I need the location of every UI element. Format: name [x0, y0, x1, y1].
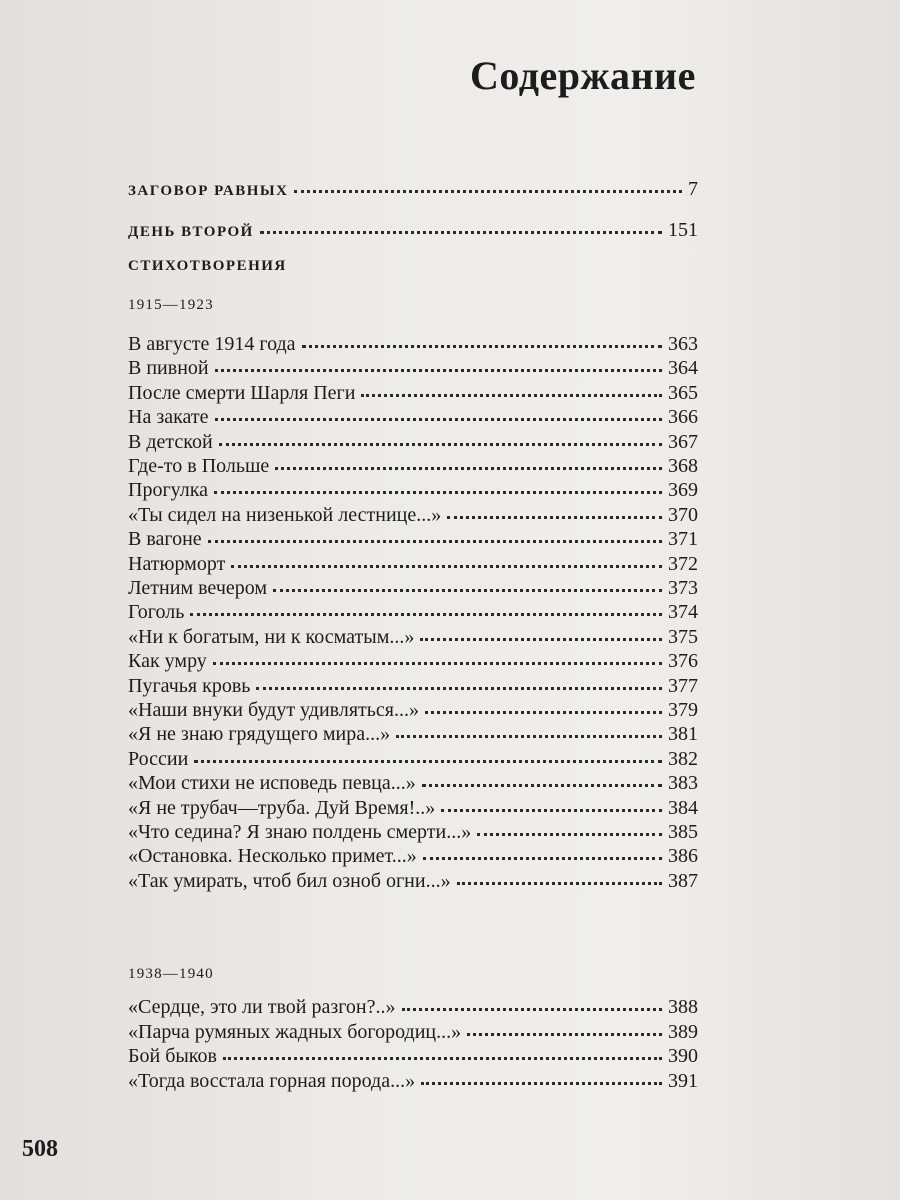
- entry-title: «Сердце, это ли твой разгон?..»: [128, 996, 396, 1018]
- entry-title: «Что седина? Я знаю полдень смерти...»: [128, 821, 472, 843]
- dot-leader: [302, 331, 662, 348]
- toc-entry: [128, 650, 698, 674]
- dot-leader: [420, 624, 662, 641]
- entry-page: 371: [668, 528, 698, 551]
- entry-title: В детской: [128, 430, 213, 453]
- toc-entry: [128, 1045, 698, 1069]
- entry-title: «Наши внуки будут удивляться...»: [128, 699, 419, 721]
- entry-title: «Ты сидел на низенькой лестнице...»: [128, 503, 442, 526]
- entry-page: 377: [668, 674, 698, 697]
- page-title: Содержание: [470, 53, 696, 98]
- entry-page: 376: [668, 650, 698, 673]
- dot-leader: [256, 673, 662, 690]
- toc-entry: [128, 675, 698, 699]
- dot-leader: [477, 819, 662, 836]
- entry-page: 390: [668, 1045, 698, 1067]
- dot-leader: [457, 868, 662, 885]
- dot-leader: [422, 770, 662, 787]
- dot-leader: [260, 217, 662, 234]
- dot-leader: [194, 746, 662, 763]
- dot-leader: [467, 1019, 662, 1036]
- entry-title: России: [128, 747, 189, 770]
- entry-title: «Мои стихи не исповедь певца...»: [128, 772, 416, 795]
- entry-page: 382: [668, 747, 698, 770]
- toc-entry: [128, 772, 698, 796]
- toc-entry: [128, 431, 698, 455]
- toc-entry: [128, 626, 698, 650]
- dot-leader: [190, 599, 662, 616]
- entry-page: 7: [688, 178, 698, 200]
- entry-page: 369: [668, 479, 698, 502]
- entry-title: «Ни к богатым, ни к косматым...»: [128, 625, 415, 648]
- entry-page: 374: [668, 601, 698, 624]
- entry-title: Как умру: [128, 650, 207, 673]
- dot-leader: [231, 551, 662, 568]
- entry-page: 389: [668, 1020, 698, 1043]
- dot-leader: [423, 843, 662, 860]
- entry-title: Прогулка: [128, 479, 209, 502]
- toc-entry: [128, 553, 698, 577]
- entry-title: Гоголь: [128, 601, 185, 624]
- entry-title: В пивной: [128, 357, 209, 380]
- entry-title: После смерти Шарля Пеги: [128, 381, 356, 404]
- dot-leader: [214, 477, 662, 494]
- dot-leader: [421, 1068, 662, 1085]
- toc-entry: [128, 996, 698, 1020]
- toc-entry: [128, 406, 698, 430]
- entry-page: 375: [668, 625, 698, 648]
- toc-entry: [128, 797, 698, 821]
- dot-leader: [402, 994, 662, 1011]
- entry-title: На закате: [128, 406, 209, 429]
- entry-page: 368: [668, 455, 698, 477]
- toc-entry: [128, 699, 698, 723]
- poems-heading: СТИХОТВОРЕНИЯ: [128, 258, 287, 274]
- dot-leader: [219, 429, 662, 446]
- entry-title: В августе 1914 года: [128, 333, 296, 355]
- toc-entry: [128, 723, 698, 747]
- toc-entry: [128, 748, 698, 772]
- entry-page: 373: [668, 577, 698, 599]
- entry-page: 366: [668, 406, 698, 429]
- dot-leader: [215, 404, 663, 421]
- dot-leader: [275, 453, 662, 470]
- entry-title: «Так умирать, чтоб бил озноб огни...»: [128, 869, 451, 892]
- entry-title: Бой быков: [128, 1045, 217, 1067]
- entry-title: «Парча румяных жадных богородиц...»: [128, 1020, 462, 1043]
- entry-page: 386: [668, 845, 698, 868]
- entry-page: 384: [668, 796, 698, 819]
- dot-leader: [441, 795, 662, 812]
- toc-entry: [128, 479, 698, 503]
- entry-page: 391: [668, 1069, 698, 1092]
- toc-section-entry: [128, 219, 698, 243]
- toc-entry: [128, 455, 698, 479]
- page-number: 508: [22, 1136, 58, 1162]
- entry-page: 367: [668, 430, 698, 453]
- entry-title: Летним вечером: [128, 577, 268, 599]
- entry-title: ДЕНЬ ВТОРОЙ: [128, 224, 254, 240]
- dot-leader: [361, 380, 662, 397]
- dot-leader: [294, 176, 682, 193]
- toc-entry: [128, 1070, 698, 1094]
- dot-leader: [425, 697, 662, 714]
- entry-title: «Остановка. Несколько примет...»: [128, 845, 417, 868]
- entry-page: 379: [668, 699, 698, 721]
- entry-title: «Я не трубач—труба. Дуй Время!..»: [128, 796, 436, 819]
- entry-title: Пугачья кровь: [128, 674, 251, 697]
- toc-entry: [128, 601, 698, 625]
- group-years: 1915—1923: [128, 297, 214, 313]
- toc-entry: [128, 1021, 698, 1045]
- entry-title: «Тогда восстала горная порода...»: [128, 1069, 416, 1092]
- entry-title: В вагоне: [128, 528, 202, 551]
- entry-title: Где-то в Польше: [128, 455, 270, 477]
- entry-page: 151: [668, 219, 698, 241]
- entry-page: 365: [668, 381, 698, 404]
- toc-entry: [128, 333, 698, 357]
- entry-title: «Я не знаю грядущего мира...»: [128, 723, 391, 746]
- entry-title: Натюрморт: [128, 552, 226, 575]
- entry-page: 388: [668, 996, 698, 1018]
- toc-entry: [128, 577, 698, 601]
- entry-page: 364: [668, 357, 698, 380]
- entry-page: 363: [668, 333, 698, 355]
- dot-leader: [208, 526, 662, 543]
- dot-leader: [447, 502, 662, 519]
- dot-leader: [396, 721, 662, 738]
- toc-entry: [128, 870, 698, 894]
- dot-leader: [213, 648, 662, 665]
- toc-entry: [128, 357, 698, 381]
- toc-entry: [128, 504, 698, 528]
- entry-page: 372: [668, 552, 698, 575]
- entry-page: 383: [668, 772, 698, 795]
- entry-title: ЗАГОВОР РАВНЫХ: [128, 183, 289, 199]
- group-years: 1938—1940: [128, 966, 214, 982]
- entry-page: 370: [668, 503, 698, 526]
- dot-leader: [223, 1043, 662, 1060]
- dot-leader: [215, 355, 662, 372]
- toc-entry: [128, 528, 698, 552]
- dot-leader: [273, 575, 662, 592]
- entry-page: 387: [668, 869, 698, 892]
- toc-entry: [128, 845, 698, 869]
- toc-entry: [128, 821, 698, 845]
- entry-page: 385: [668, 821, 698, 843]
- toc-entry: [128, 382, 698, 406]
- entry-page: 381: [668, 723, 698, 746]
- toc-section-entry: [128, 178, 698, 202]
